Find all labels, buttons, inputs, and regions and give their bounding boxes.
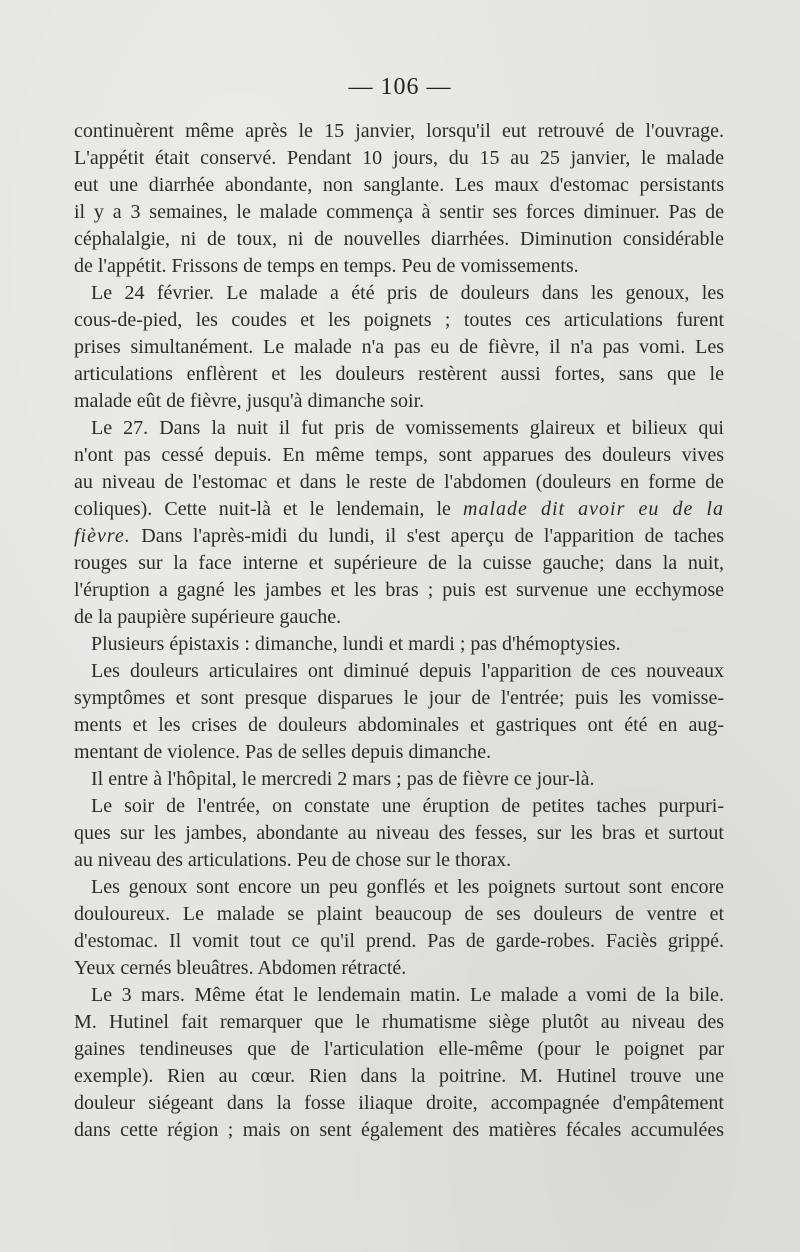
text-line: Yeux cernés bleuâtres. Abdomen rétracté. bbox=[74, 957, 407, 979]
text-line: douleur siégeant dans la fosse iliaque droite, accompagnée d'empâtement bbox=[74, 1092, 724, 1114]
text-line: prises simultanément. Le malade n'a pas eu de fièvre, il n'a pas vomi. Les bbox=[74, 336, 724, 358]
italic-span: fièvre. bbox=[74, 525, 131, 547]
text-line: ques sur les jambes, abondante au niveau des fesses, sur les bras et surtout bbox=[74, 822, 724, 844]
text-line: continuèrent même après le 15 janvier, lorsqu'il eut retrouvé de l'ouvrage. bbox=[74, 120, 724, 142]
text-line: mentant de violence. Pas de selles depuis dimanche. bbox=[74, 741, 492, 763]
text-line: de l'appétit. Frissons de temps en temps. Peu de vomissements. bbox=[74, 255, 579, 277]
text-line: rouges sur la face interne et supérieure de la cuisse gauche; dans la nuit, bbox=[74, 552, 724, 574]
text-line: de la paupière supérieure gauche. bbox=[74, 606, 342, 628]
text-line: Les douleurs articulaires ont diminué depuis l'apparition de ces nouveaux bbox=[91, 660, 724, 682]
text-line: au niveau des articulations. Peu de chose sur le thorax. bbox=[74, 849, 512, 871]
text-line: articulations enflèrent et les douleurs restèrent aussi fortes, sans que le bbox=[74, 363, 724, 385]
text-line: Plusieurs épistaxis : dimanche, lundi et mardi ; pas d'hémoptysies. bbox=[91, 633, 621, 655]
text-line: symptômes et sont presque disparues le jour de l'entrée; puis les vomisse- bbox=[74, 687, 724, 709]
body-text bbox=[74, 118, 724, 1144]
text-line: d'estomac. Il vomit tout ce qu'il prend. Pas de garde-robes. Faciès grippé. bbox=[74, 930, 724, 952]
text-line: Il entre à l'hôpital, le mercredi 2 mars ; pas de fièvre ce jour-là. bbox=[91, 768, 595, 790]
text-line: Le soir de l'entrée, on constate une éruption de petites taches purpuri- bbox=[91, 795, 724, 817]
text-line: eut une diarrhée abondante, non sanglante. Les maux d'estomac persistants bbox=[74, 174, 724, 196]
text-line: cous-de-pied, les coudes et les poignets ; toutes ces articulations furent bbox=[74, 309, 724, 331]
text-line: Le 24 février. Le malade a été pris de douleurs dans les genoux, les bbox=[91, 282, 724, 304]
italic-span: malade dit avoir eu de la bbox=[463, 498, 724, 520]
text-line bbox=[74, 523, 724, 550]
text-line: Les genoux sont encore un peu gonflés et les poignets surtout sont encore bbox=[91, 876, 724, 898]
text-line: M. Hutinel fait remarquer que le rhumatisme siège plutôt au niveau des bbox=[74, 1011, 724, 1033]
text-line: malade eût de fièvre, jusqu'à dimanche soir. bbox=[74, 390, 425, 412]
text-line: douloureux. Le malade se plaint beaucoup de ses douleurs de ventre et bbox=[74, 903, 724, 925]
page-number: — 106 — bbox=[348, 74, 452, 100]
text-line bbox=[74, 496, 724, 523]
text-span: coliques). Cette nuit-là et le lendemain, le bbox=[74, 498, 463, 520]
text-line: gaines tendineuses que de l'articulation elle-même (pour le poignet par bbox=[74, 1038, 724, 1060]
text-line: L'appétit était conservé. Pendant 10 jours, du 15 au 25 janvier, le malade bbox=[74, 147, 724, 169]
text-line: céphalalgie, ni de toux, ni de nouvelles diarrhées. Diminution considérable bbox=[74, 228, 724, 250]
text-line: au niveau de l'estomac et dans le reste de l'abdomen (douleurs en forme de bbox=[74, 471, 724, 493]
text-line: Le 3 mars. Même état le lendemain matin. Le malade a vomi de la bile. bbox=[91, 984, 724, 1006]
text-line: exemple). Rien au cœur. Rien dans la poitrine. M. Hutinel trouve une bbox=[74, 1065, 724, 1087]
text-line: l'éruption a gagné les jambes et les bras ; puis est survenue une ecchymose bbox=[74, 579, 724, 601]
text-line: Le 27. Dans la nuit il fut pris de vomissements glaireux et bilieux qui bbox=[91, 417, 724, 439]
text-line: il y a 3 semaines, le malade commença à sentir ses forces diminuer. Pas de bbox=[74, 201, 724, 223]
text-line: n'ont pas cessé depuis. En même temps, sont apparues des douleurs vives bbox=[74, 444, 724, 466]
text-span: Dans l'après-midi du lundi, il s'est aperçu de l'apparition de taches bbox=[130, 525, 724, 547]
text-line: dans cette région ; mais on sent également des matières fécales accumulées bbox=[74, 1119, 724, 1141]
text-line: ments et les crises de douleurs abdominales et gastriques ont été en aug- bbox=[74, 714, 724, 736]
